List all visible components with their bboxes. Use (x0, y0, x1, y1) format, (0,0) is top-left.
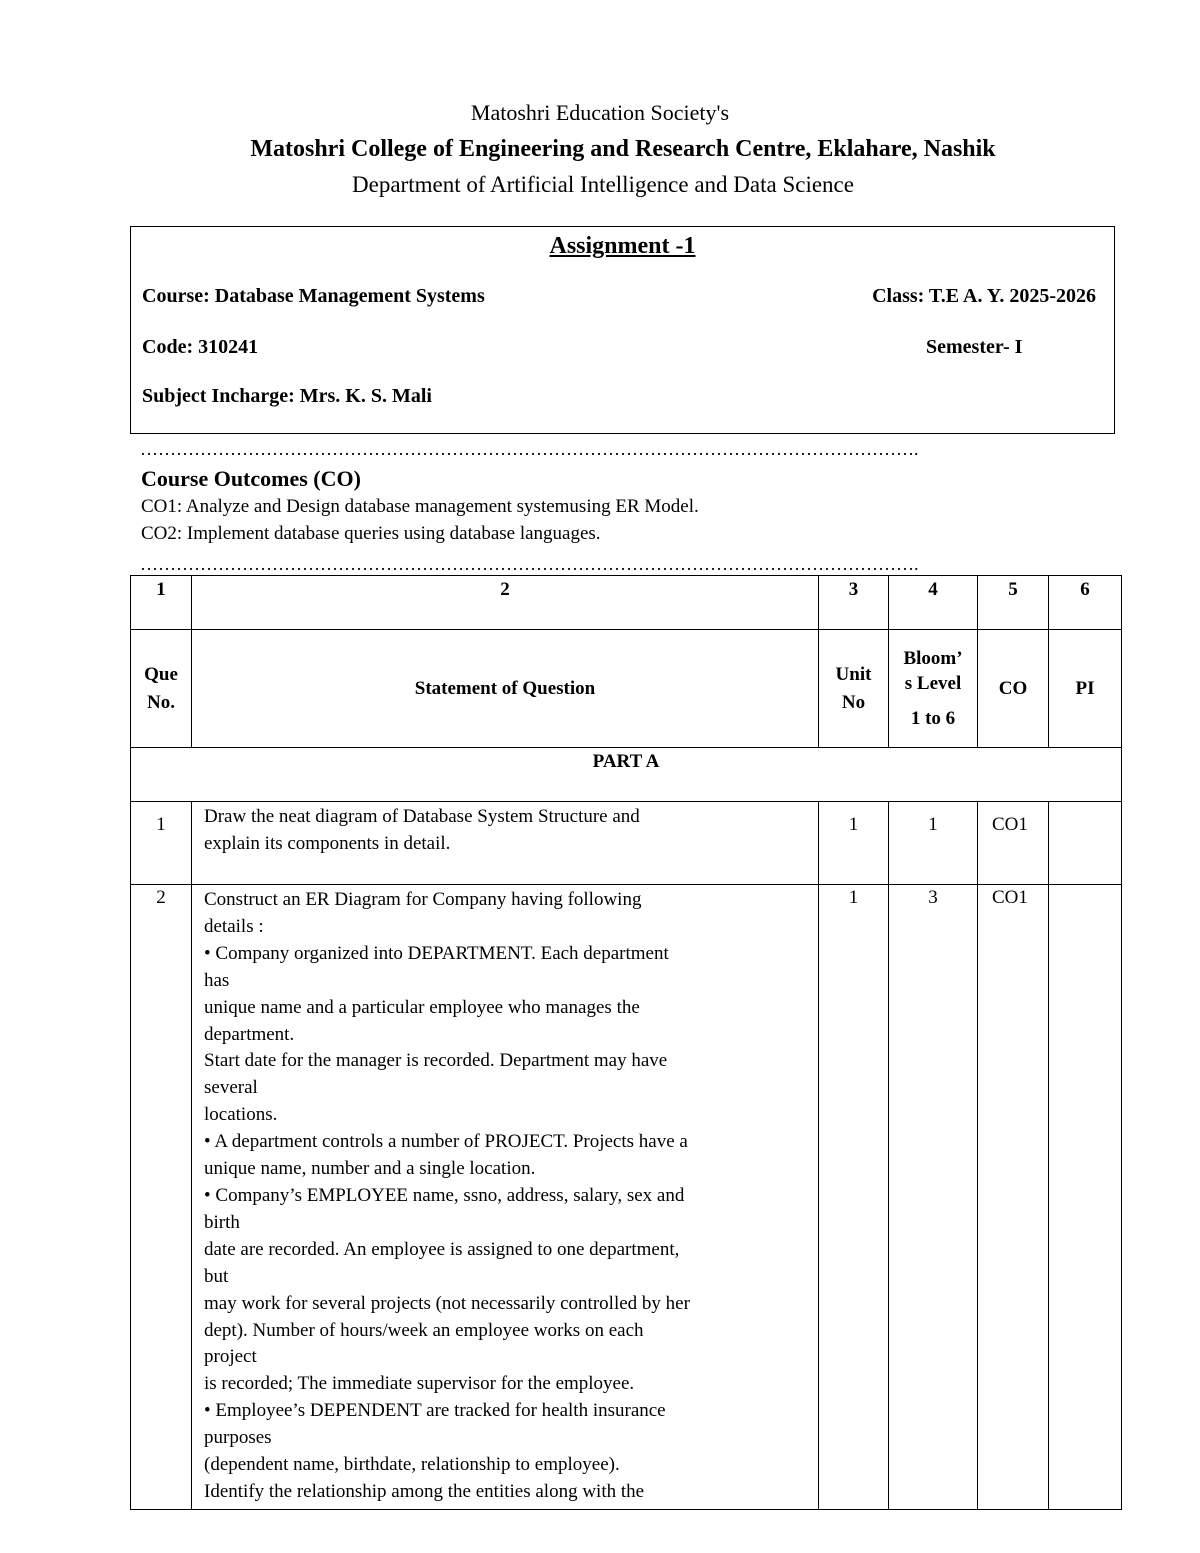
unit-number: 1 (819, 885, 889, 1510)
code-label: Code: 310241 (142, 336, 259, 358)
header-co: CO (978, 630, 1049, 748)
course-outcome-1: CO1: Analyze and Design database management systemusing ER Model. (141, 496, 699, 517)
society-name: Matoshri Education Society's (470, 100, 730, 125)
semester-label: Semester- I (926, 336, 1023, 358)
statement-line: • Employee’s DEPENDENT are tracked for health insurance (204, 1400, 666, 1422)
column-number: 3 (819, 576, 889, 630)
statement-line: unique name, number and a single location. (204, 1158, 536, 1180)
statement-line: Construct an ER Diagram for Company having following (204, 889, 642, 910)
question-number: 1 (131, 802, 192, 885)
statement-line: • Company’s EMPLOYEE name, ssno, address, salary, sex and (204, 1184, 685, 1206)
header-que-no (131, 630, 192, 748)
table-row (131, 802, 1122, 885)
statement-line: purposes (204, 1427, 272, 1449)
blooms-level: 1 (889, 802, 978, 885)
statement-line: Identify the relationship among the entities along with the (204, 1480, 645, 1502)
blooms-level: 3 (889, 885, 978, 1510)
header-blooms-line: 1 to 6 (910, 708, 956, 729)
statement-line: details : (204, 915, 264, 937)
statement-line: • Company organized into DEPARTMENT. Each department (204, 942, 669, 964)
statement-line: explain its components in detail. (204, 832, 451, 854)
course-outcome-2: CO2: Implement database queries using database languages. (141, 523, 601, 544)
performance-indicator (1049, 802, 1122, 885)
statement-line: Draw the neat diagram of Database System Structure and (204, 806, 640, 827)
statement-line: may work for several projects (not necessarily controlled by her (204, 1292, 690, 1314)
question-number: 2 (131, 885, 192, 1510)
statement-line: has (204, 969, 230, 991)
header-blooms-line: Bloom’ (903, 648, 963, 669)
statement-line: is recorded; The immediate supervisor for the employee. (204, 1373, 635, 1395)
course-label: Course: Database Management Systems (142, 285, 485, 307)
college-name: Matoshri College of Engineering and Research Centre, Eklahare, Nashik (250, 136, 996, 162)
course-outcomes-heading: Course Outcomes (CO) (141, 466, 361, 491)
column-number-row (131, 576, 1122, 630)
column-number: 1 (131, 576, 192, 630)
performance-indicator (1049, 885, 1122, 1510)
header-pi: PI (1049, 630, 1122, 748)
question-table (130, 575, 1122, 1510)
statement-line: locations. (204, 1104, 278, 1126)
header-unit-no (819, 630, 889, 748)
class-label: Class: T.E A. Y. 2025-2026 (872, 285, 1096, 307)
department-name: Department of Artificial Intelligence and Data Science (352, 172, 854, 197)
statement-line: • A department controls a number of PROJECT. Projects have a (204, 1131, 688, 1153)
column-number: 2 (192, 576, 819, 630)
statement-line: project (204, 1346, 257, 1368)
dotted-separator: …………………………………………………………………………………………………………………. (140, 555, 919, 573)
column-number: 6 (1049, 576, 1122, 630)
statement-line: birth (204, 1211, 240, 1233)
header-unit-no-label: Unit No (835, 663, 872, 713)
table-row (131, 885, 1122, 1510)
dotted-separator: …………………………………………………………………………………………………………………. (140, 440, 919, 458)
column-number: 5 (978, 576, 1049, 630)
question-statement (192, 885, 819, 1510)
part-label: PART A (131, 748, 1122, 802)
subject-incharge-label: Subject Incharge: Mrs. K. S. Mali (142, 385, 432, 407)
statement-line: date are recorded. An employee is assigned to one department, (204, 1238, 680, 1260)
statement-line: dept). Number of hours/week an employee works on each (204, 1319, 644, 1341)
header-que-no-label: Que No. (144, 663, 178, 713)
unit-number: 1 (819, 802, 889, 885)
assignment-title: Assignment -1 (549, 233, 696, 259)
header-blooms-level (889, 630, 978, 748)
statement-line: unique name and a particular employee who manages the (204, 996, 640, 1018)
statement-line: department. (204, 1023, 295, 1045)
statement-line: Start date for the manager is recorded. Department may have (204, 1050, 668, 1072)
statement-line: (dependent name, birthdate, relationship to employee). (204, 1454, 620, 1476)
column-number: 4 (889, 576, 978, 630)
header-row (131, 630, 1122, 748)
part-row (131, 748, 1122, 802)
course-outcome: CO1 (978, 885, 1049, 1510)
statement-line: but (204, 1265, 229, 1287)
assignment-info-box (130, 226, 1115, 434)
header-blooms-line: s Level (904, 673, 962, 694)
course-outcome: CO1 (978, 802, 1049, 885)
header-statement: Statement of Question (192, 630, 819, 748)
statement-line: several (204, 1077, 258, 1099)
question-statement (192, 802, 819, 885)
